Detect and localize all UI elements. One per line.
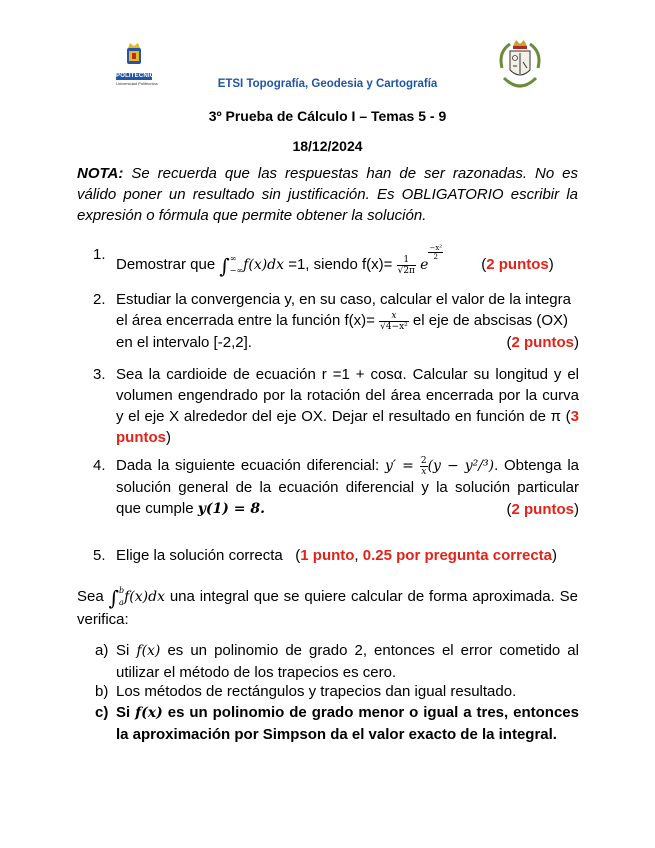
ode-fraction: $\frac{2}{x}$ bbox=[420, 455, 427, 477]
option-label: a) bbox=[95, 642, 109, 659]
upm-crown-icon bbox=[116, 42, 152, 66]
question-text-line1: Estudiar la convergencia y, en su caso, calcular el valor de la integra bbox=[116, 291, 571, 308]
nota-label: NOTA: bbox=[77, 165, 124, 182]
exponent-fraction: $\frac{\text{−x²}}{2}$ bbox=[429, 244, 443, 261]
question-text-mid: =1, siendo f(x)= bbox=[284, 256, 397, 273]
question-text: Elige la solución correcta bbox=[116, 547, 283, 564]
ode-rhs: (y − y²/³) bbox=[427, 458, 495, 474]
question-text: Demostrar que bbox=[116, 256, 220, 273]
question-2: 2. Estudiar la convergencia y, en su caso, calcular el valor de la integra el área encerrada entre la función f(x)= $\frac{x}{\text{√4−x²}}$ el eje de abscisas (OX) en el intervalo [-2,2]. (2 puntos) bbox=[93, 291, 579, 351]
exam-title: 3º Prueba de Cálculo I – Temas 5 - 9 bbox=[208, 108, 447, 124]
sea-pre: Sea bbox=[77, 587, 109, 605]
nota-paragraph bbox=[77, 163, 578, 226]
upm-logo-text: POLITÉCNICA bbox=[116, 73, 159, 79]
fraction-normal-constant: $\frac{1}{√2\pi}$ bbox=[397, 254, 415, 276]
question-number: 1. bbox=[93, 246, 106, 263]
option-label: b) bbox=[95, 683, 109, 700]
sea-paragraph bbox=[77, 585, 578, 630]
question-1: 1. Demostrar que ∫ ∞ −∞ f(x)dx =1, siendo f(x)= $\frac{1}{√2\pi}$ e $\frac{\text{−x²}}{2}$ (2 puntos) bbox=[93, 244, 554, 278]
integral-limits: ∞ −∞ bbox=[229, 254, 244, 276]
question-number: 2. bbox=[93, 291, 106, 308]
option-c: c) Si f(x) es un polinomio de grado menor o igual a tres, entonces la aproximación por Simpson da el valor exacto de la integral. bbox=[95, 704, 579, 743]
exponential-base: e bbox=[420, 257, 429, 273]
question-text-line3: en el intervalo [-2,2]. bbox=[116, 333, 252, 351]
school-name: ETSI Topografía, Geodesia y Cartografía bbox=[217, 78, 438, 90]
question-text-line2b: el eje de abscisas (OX) bbox=[408, 312, 569, 329]
integrand: f(x)dx bbox=[124, 588, 165, 605]
question-4: 4. Dada la siguiente ecuación diferencial: y′ = $\frac{2}{x}$ (y − y²/³). Obtenga la solución general de la ecuación diferencial y la solución particular que cumple y(1) = 8. (2 puntos) bbox=[93, 455, 579, 518]
question-points: 2 puntos bbox=[511, 333, 574, 351]
question-text-post: . Obtenga la solución general de la ecuación diferencial y la solución particular que cumple bbox=[116, 457, 579, 517]
question-text: Sea la cardioide de ecuación r =1 + cosα. Calcular su longitud y el volumen engendrado por la rotación del área encerrada por la curva y el eje X alrededor del eje OX. Dejar el resultado en función de π ( bbox=[116, 366, 579, 425]
question-points-b: 0.25 por pregunta correcta bbox=[362, 547, 552, 564]
option-a: a) Si f(x) es un polinomio de grado 2, entonces el error cometido al utilizar el método de los trapecios es cero. bbox=[95, 642, 579, 681]
integral-sign: ∫ bbox=[219, 254, 230, 278]
question-number: 4. bbox=[93, 457, 106, 474]
sea-post: una integral que se quiere calcular de forma aproximada. Se verifica: bbox=[77, 587, 578, 628]
question-text: Dada la siguiente ecuación diferencial: bbox=[116, 457, 385, 474]
question-points: 2 puntos bbox=[486, 256, 549, 273]
exam-date: 18/12/2024 bbox=[292, 138, 363, 154]
option-text: Los métodos de rectángulos y trapecios dan igual resultado. bbox=[116, 683, 517, 700]
question-number: 3. bbox=[93, 366, 106, 383]
question-3: 3. Sea la cardioide de ecuación r =1 + cosα. Calcular su longitud y el volumen engendrado por la rotación del área encerrada por la curva y el eje X alrededor del eje OX. Dejar el resultado en función de π (3 puntos) bbox=[93, 366, 579, 446]
upm-logo-subtext: Universidad Politécnica bbox=[116, 81, 158, 86]
question-number: 5. bbox=[93, 547, 106, 564]
question-points-a: 1 punto bbox=[300, 547, 355, 564]
option-b bbox=[95, 681, 579, 702]
question-points: 3 puntos bbox=[116, 408, 579, 446]
option-text: es un polinomio de grado menor o igual a tres, entonces la aproximación por Simpson da el valor exacto de la integral. bbox=[116, 704, 579, 743]
function-fraction: $\frac{x}{\text{√4−x²}}$ bbox=[380, 310, 408, 332]
integral-sign: ∫ bbox=[108, 585, 119, 610]
question-text-line2a: el área encerrada entre la función f(x)= bbox=[116, 312, 380, 329]
integrand: f(x)dx bbox=[243, 257, 285, 273]
question-points: 2 puntos bbox=[511, 501, 574, 518]
option-text: es un polinomio de grado 2, entonces el error cometido al utilizar el método de los trapecios es cero. bbox=[116, 642, 579, 681]
initial-condition: y(1) = 8. bbox=[197, 501, 265, 517]
option-label: c) bbox=[95, 704, 109, 721]
ode-lhs: y′ = bbox=[384, 458, 420, 474]
integral-limits: b a bbox=[118, 586, 125, 607]
nota-text: Se recuerda que las respuestas han de ser razonadas. No es válido poner un resultado sin justificación. Es OBLIGATORIO escribir la expresión o fórmula que permite obtener la solución. bbox=[77, 165, 578, 224]
question-5: 5. Elige la solución correcta (1 punto, 0.25 por pregunta correcta) bbox=[93, 547, 557, 564]
